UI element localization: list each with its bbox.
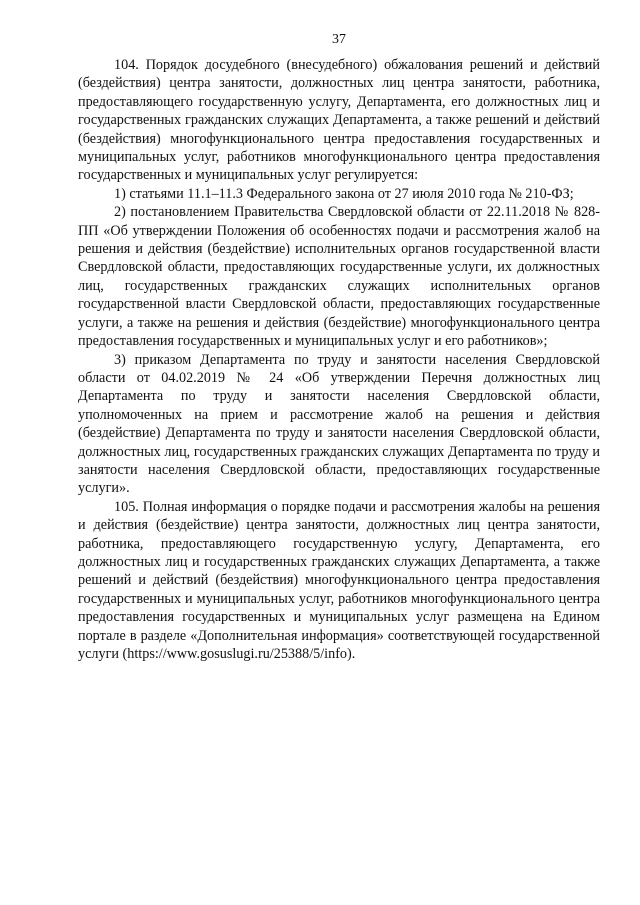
- page-number: 37: [332, 32, 346, 47]
- paragraph-105: 105. Полная информация о порядке подачи и рассмотрения жалобы на решения и действия (бездействие) центра занятости, должностных лиц центра занятости, работника, предоставляющего государственную услугу, Департамента, его должностных лиц и государственных гражданских служащих Департамента, а также решений и действий (бездействия) многофункционального центра предоставления государственных и муниципальных услуг, работников многофункционального центра предоставления государственных и муниципальных услуг размещена на Едином портале в разделе «Дополнительная информация» соответствующей государственной услуги (https://www.gosuslugi.ru/25388/5/info).: [78, 498, 600, 662]
- document-body: [78, 56, 600, 663]
- list-item-2: 2) постановлением Правительства Свердловской области от 22.11.2018 № 828-ПП «Об утверждении Положения об особенностях подачи и рассмотрения жалоб на решения и действия (бездействие) исполнительных органов государственной власти Свердловской области, предоставляющих государственные услуги, их должностных лиц, государственных гражданских служащих исполнительных органов государственной власти Свердловской области, предоставляющих государственные услуги, а также на решения и действия (бездействие) многофункционального центра предоставления государственных и муниципальных услуг и его работников»;: [78, 204, 600, 350]
- list-item-1: 1) статьями 11.1–11.3 Федерального закона от 27 июля 2010 года № 210-ФЗ;: [114, 185, 574, 202]
- list-item-3: 3) приказом Департамента по труду и занятости населения Свердловской области от 04.02.2019 № 24 «Об утверждении Перечня должностных лиц Департамента по труду и занятости населения Свердловской области, уполномоченных на прием и рассмотрение жалоб на решения и действия (бездействие) Департамента по труду и занятости населения Свердловской области, должностных лиц, государственных гражданских служащих Департамента по труду и занятости населения Свердловской области, предоставляющих государственные услуги».: [78, 351, 600, 497]
- paragraph-104: 104. Порядок досудебного (внесудебного) обжалования решений и действий (бездействия) центра занятости, должностных лиц центра занятости, работника, предоставляющего государственную услугу, Департамента, его должностных лиц и государственных гражданских служащих Департамента, а также решений и действий (бездействия) многофункционального центра предоставления государственных и муниципальных услуг, работников многофункционального центра предоставления государственных и муниципальных услуг регулируется:: [78, 57, 600, 184]
